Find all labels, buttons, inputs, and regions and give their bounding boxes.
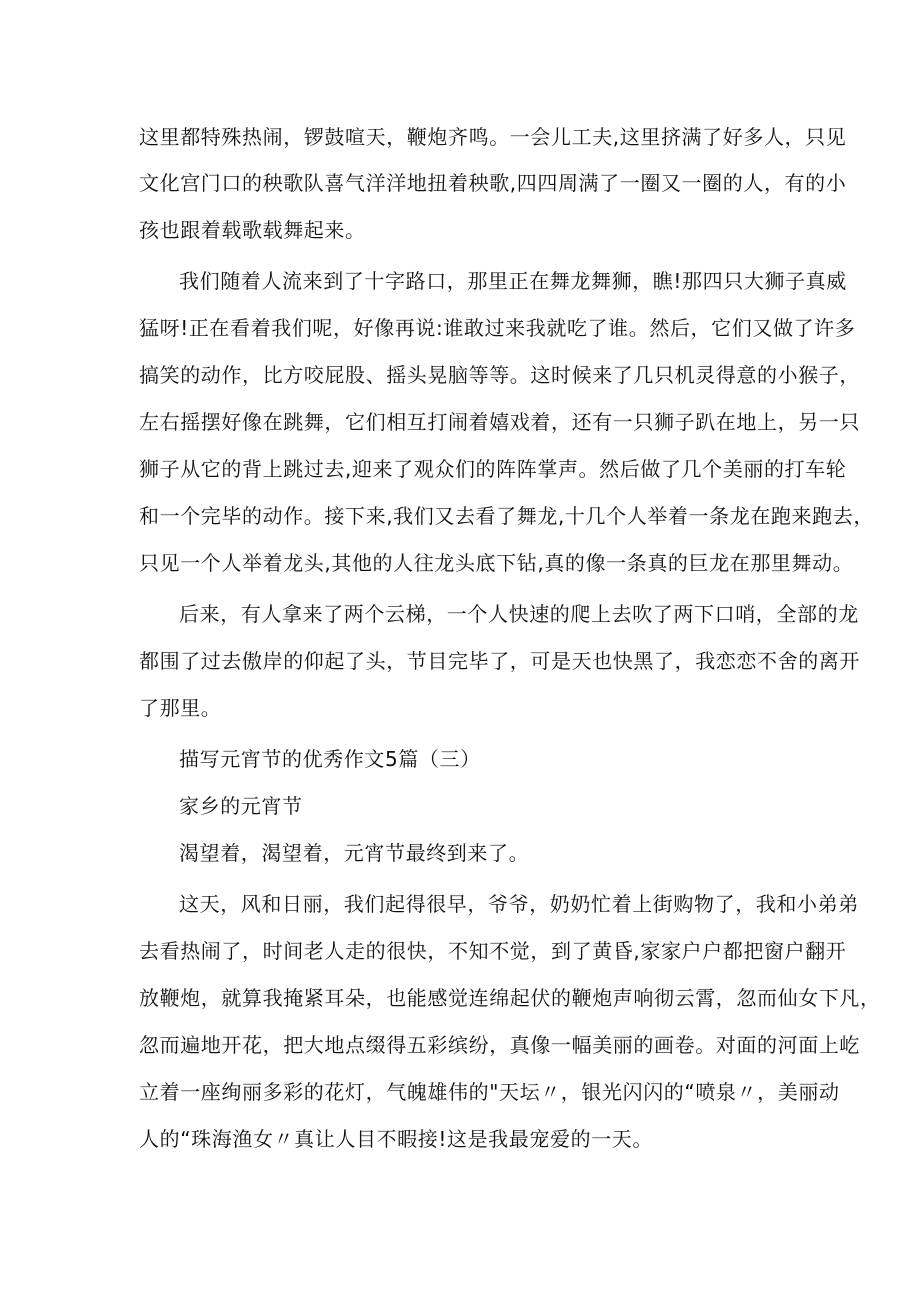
essay-title: 家乡的元宵节 — [179, 794, 303, 818]
paragraph-line: 文化宫门口的秧歌队喜气洋洋地扭着秧歌,四四周满了一圈又一圈的人，有的小 — [139, 171, 847, 195]
paragraph-line: 忽而遍地开花，把大地点缀得五彩缤纷，真像一幅美丽的画卷。对面的河面上屹 — [139, 1033, 860, 1057]
paragraph-line: 去看热闹了，时间老人走的很快，不知不觉，到了黄昏,家家户户都把窗户翻开 — [139, 939, 847, 963]
paragraph-line: 后来，有人拿来了两个云梯，一个人快速的爬上去吹了两下口哨，全部的龙 — [179, 602, 859, 626]
paragraph-line: 和一个完毕的动作。接下来,我们又去看了舞龙,十几个人举着一条龙在跑来跑去， — [139, 504, 874, 528]
paragraph-line: 这天，风和日丽，我们起得很早，爷爷，奶奶忙着上街购物了，我和小弟弟 — [179, 892, 859, 916]
paragraph-line: 只见一个人举着龙头,其他的人往龙头底下钻,真的像一条真的巨龙在那里舞动。 — [139, 551, 854, 575]
paragraph-line: 立着一座绚丽多彩的花灯，气魄雄伟的"天坛〃，银光闪闪的“喷泉〃，美丽动 — [139, 1080, 840, 1104]
paragraph-line: 我们随着人流来到了十字路口，那里正在舞龙舞狮，瞧!那四只大狮子真威 — [179, 269, 847, 293]
paragraph-line: 这里都特殊热闹，锣鼓喧天，鞭炮齐鸣。一会儿工夫,这里挤满了好多人，只见 — [139, 125, 847, 149]
section-heading: 描写元宵节的优秀作文5篇（三） — [179, 747, 481, 771]
paragraph-line: 人的“珠海渔女〃真让人目不暇接!这是我最宠爱的一天。 — [139, 1127, 653, 1151]
paragraph-line: 猛呀!正在看着我们呢，好像再说:谁敢过来我就吃了谁。然后，它们又做了许多 — [139, 316, 856, 340]
paragraph-line: 都围了过去傲岸的仰起了头，节目完毕了，可是天也快黑了，我恋恋不舍的离开 — [139, 649, 860, 673]
paragraph-line: 搞笑的动作，比方咬屁股、摇头晃脑等等。这时候来了几只机灵得意的小猴子， — [139, 363, 860, 387]
paragraph-line: 左右摇摆好像在跳舞，它们相互打闹着嬉戏着，还有一只狮子趴在地上，另一只 — [139, 410, 860, 434]
paragraph-line: 了那里。 — [139, 696, 222, 720]
paragraph-line: 渴望着，渴望着，元宵节最终到来了。 — [179, 841, 530, 865]
paragraph-line: 放鞭炮，就算我掩紧耳朵，也能感觉连绵起伏的鞭炮声响彻云霄，忽而仙女下凡， — [139, 986, 881, 1010]
paragraph-line: 孩也跟着载歌载舞起来。 — [139, 218, 366, 242]
paragraph-line: 狮子从它的背上跳过去,迎来了观众们的阵阵掌声。然后做了几个美丽的打车轮 — [139, 457, 847, 481]
